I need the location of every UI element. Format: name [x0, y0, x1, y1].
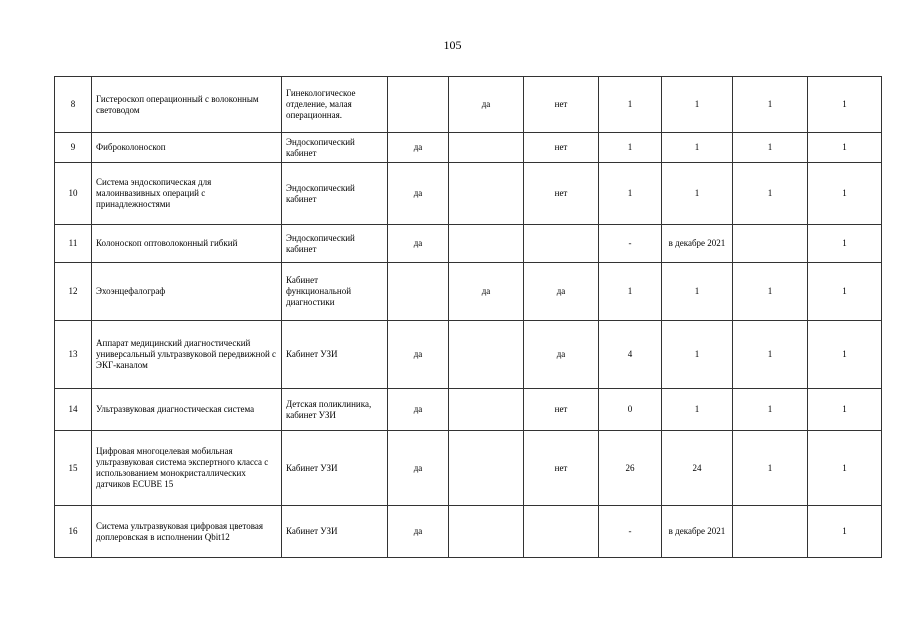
cell-col-4: да — [388, 163, 449, 225]
cell-col-8: в декабре 2021 — [662, 225, 733, 263]
cell-col-5 — [449, 506, 524, 558]
cell-col-10: 1 — [808, 321, 882, 389]
equipment-name: Фиброколоноскоп — [92, 133, 282, 163]
cell-col-10: 1 — [808, 133, 882, 163]
cell-col-10: 1 — [808, 77, 882, 133]
row-number: 15 — [55, 431, 92, 506]
table-row — [55, 321, 882, 389]
cell-col-6: нет — [524, 163, 599, 225]
page-number: 105 — [443, 38, 462, 52]
equipment-location: Эндоскопический кабинет — [282, 133, 388, 163]
cell-col-7: - — [599, 506, 662, 558]
cell-col-9: 1 — [733, 321, 808, 389]
cell-col-8: 1 — [662, 77, 733, 133]
cell-col-10: 1 — [808, 163, 882, 225]
cell-col-4: да — [388, 133, 449, 163]
table-row — [55, 389, 882, 431]
cell-col-4: да — [388, 431, 449, 506]
row-number: 9 — [55, 133, 92, 163]
cell-col-5 — [449, 321, 524, 389]
equipment-location: Эндоскопический кабинет — [282, 225, 388, 263]
cell-col-5 — [449, 163, 524, 225]
cell-col-9: 1 — [733, 77, 808, 133]
cell-col-10: 1 — [808, 263, 882, 321]
cell-col-7: 26 — [599, 431, 662, 506]
equipment-name: Ультразвуковая диагностическая система — [92, 389, 282, 431]
table-row — [55, 225, 882, 263]
cell-col-8: 1 — [662, 133, 733, 163]
equipment-location: Кабинет УЗИ — [282, 431, 388, 506]
cell-col-8: 1 — [662, 389, 733, 431]
cell-col-7: 0 — [599, 389, 662, 431]
table-row — [55, 506, 882, 558]
cell-col-4 — [388, 77, 449, 133]
row-number: 10 — [55, 163, 92, 225]
equipment-name: Колоноскоп оптоволоконный гибкий — [92, 225, 282, 263]
cell-col-9: 1 — [733, 133, 808, 163]
equipment-location: Кабинет функциональной диагностики — [282, 263, 388, 321]
table-row — [55, 163, 882, 225]
equipment-name: Аппарат медицинский диагностический универсальный ультразвуковой передвижной с ЭКГ-каналом — [92, 321, 282, 389]
cell-col-7: 1 — [599, 163, 662, 225]
cell-col-4: да — [388, 389, 449, 431]
cell-col-6: да — [524, 321, 599, 389]
cell-col-5: да — [449, 77, 524, 133]
cell-col-9: 1 — [733, 431, 808, 506]
cell-col-4 — [388, 263, 449, 321]
cell-col-7: 1 — [599, 77, 662, 133]
cell-col-7: 4 — [599, 321, 662, 389]
cell-col-6 — [524, 506, 599, 558]
table-row — [55, 431, 882, 506]
cell-col-10: 1 — [808, 431, 882, 506]
cell-col-8: 1 — [662, 321, 733, 389]
cell-col-4: да — [388, 506, 449, 558]
equipment-location: Кабинет УЗИ — [282, 321, 388, 389]
table-body — [55, 77, 882, 558]
equipment-location: Детская поликлиника, кабинет УЗИ — [282, 389, 388, 431]
cell-col-8: 1 — [662, 163, 733, 225]
table-row — [55, 133, 882, 163]
cell-col-8: 1 — [662, 263, 733, 321]
equipment-name: Эхоэнцефалограф — [92, 263, 282, 321]
equipment-name: Система ультразвуковая цифровая цветовая доплеровская в исполнении Qbit12 — [92, 506, 282, 558]
row-number: 14 — [55, 389, 92, 431]
equipment-name: Цифровая многоцелевая мобильная ультразвуковая система экспертного класса с использованием монокристаллических датчиков ECUBE 15 — [92, 431, 282, 506]
cell-col-6 — [524, 225, 599, 263]
table-row — [55, 77, 882, 133]
cell-col-10: 1 — [808, 225, 882, 263]
row-number: 13 — [55, 321, 92, 389]
cell-col-8: 24 — [662, 431, 733, 506]
cell-col-5 — [449, 389, 524, 431]
cell-col-6: нет — [524, 77, 599, 133]
cell-col-5 — [449, 133, 524, 163]
cell-col-7: - — [599, 225, 662, 263]
cell-col-7: 1 — [599, 263, 662, 321]
table-row — [55, 263, 882, 321]
equipment-location: Эндоскопический кабинет — [282, 163, 388, 225]
cell-col-8: в декабре 2021 — [662, 506, 733, 558]
cell-col-9 — [733, 225, 808, 263]
equipment-location: Гинекологическое отделение, малая операционная. — [282, 77, 388, 133]
equipment-name: Система эндоскопическая для малоинвазивных операций с принадлежностями — [92, 163, 282, 225]
cell-col-5: да — [449, 263, 524, 321]
cell-col-9: 1 — [733, 163, 808, 225]
row-number: 11 — [55, 225, 92, 263]
equipment-location: Кабинет УЗИ — [282, 506, 388, 558]
cell-col-7: 1 — [599, 133, 662, 163]
cell-col-9 — [733, 506, 808, 558]
cell-col-6: да — [524, 263, 599, 321]
cell-col-6: нет — [524, 431, 599, 506]
cell-col-5 — [449, 431, 524, 506]
cell-col-5 — [449, 225, 524, 263]
equipment-table — [54, 76, 882, 558]
row-number: 16 — [55, 506, 92, 558]
cell-col-10: 1 — [808, 389, 882, 431]
cell-col-4: да — [388, 225, 449, 263]
cell-col-6: нет — [524, 389, 599, 431]
equipment-name: Гистероскоп операционный с волоконным световодом — [92, 77, 282, 133]
cell-col-9: 1 — [733, 389, 808, 431]
cell-col-9: 1 — [733, 263, 808, 321]
cell-col-10: 1 — [808, 506, 882, 558]
row-number: 8 — [55, 77, 92, 133]
row-number: 12 — [55, 263, 92, 321]
cell-col-4: да — [388, 321, 449, 389]
cell-col-6: нет — [524, 133, 599, 163]
